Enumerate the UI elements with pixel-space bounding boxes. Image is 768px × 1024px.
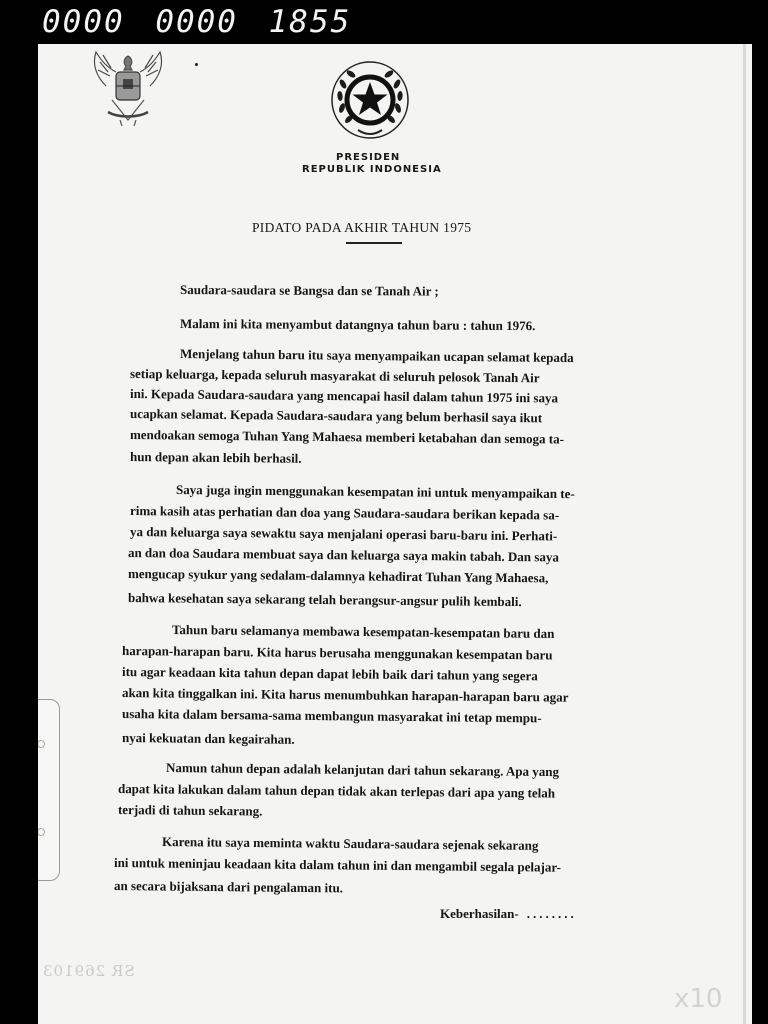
- body-line: ucapkan selamat. Kepada Saudara-saudara yang belum berhasil saya ikut: [129, 406, 543, 426]
- body-line: akan kita tinggalkan ini. Kita harus menumbuhkan harapan-harapan baru agar: [121, 685, 569, 705]
- body-line: nyai kekuatan dan kegairahan.: [121, 730, 295, 747]
- body-line: Malam ini kita menyambut datangnya tahun baru : tahun 1976.: [179, 316, 536, 334]
- body-line: Tahun baru selamanya membawa kesempatan-kesempatan baru dan: [171, 622, 555, 642]
- catchword-text: Keberhasilan-: [440, 906, 519, 921]
- serial-number: SR 269103: [42, 962, 135, 980]
- body-line: dapat kita lakukan dalam tahun depan tidak akan terlepas dari apa yang telah: [117, 781, 556, 801]
- body-line: ini untuk meninjau keadaan kita dalam tahun ini dan mengambil segala pelajar-: [113, 855, 562, 875]
- corner-mark: x10: [674, 984, 723, 1014]
- body-line: setiap keluarga, kepada seluruh masyarakat di seluruh pelosok Tanah Air: [129, 366, 540, 386]
- continuation-catchword: [440, 906, 577, 922]
- body-line: mendoakan semoga Tuhan Yang Mahaesa memberi ketabahan dan semoga ta-: [129, 427, 565, 447]
- catchword-dots: ........: [526, 906, 577, 921]
- body-line: ya dan keluarga saya sewaktu saya menjalani operasi baru-baru ini. Perhati-: [129, 524, 558, 544]
- body-line: usaha kita dalam bersama-sama membangun masyarakat ini tetap mempu-: [121, 706, 542, 726]
- body-line: Menjelang tahun baru itu saya menyampaikan ucapan selamat kepada: [179, 346, 574, 366]
- body-line: bahwa kesehatan saya sekarang telah berangsur-angsur pulih kembali.: [127, 590, 522, 610]
- presidential-seal-icon: [328, 58, 412, 142]
- document-page: PRESIDEN REPUBLIK INDONESIA PIDATO PADA AKHIR TAHUN 1975 Saudara-saudara se Bangsa dan se Tanah Air ; Malam ini kita menyambut datangnya tahun baru : tahun 1976. Menjelang tahun baru itu saya menyampaikan ucapan selamat kepada setiap keluarga, kepada seluruh masyarakat di seluruh pelosok Tanah Air ini. Kepada Saudara-saudara yang mencapai hasil dalam tahun 1975 ini saya ucapkan selamat. Kepada Saudara-saudara yang belum berhasil saya ikut mendoakan semoga Tuhan Yang Mahaesa memberi ketabahan dan semoga ta- hun depan akan lebih berhasil. Saya juga ingin menggunakan kesempatan ini untuk menyampaikan te- rima kasih atas perhatian dan doa yang Saudara-saudara berikan kepada sa- ya dan keluarga saya sewaktu saya menjalani operasi baru-baru ini. Perhati- an dan doa Saudara membuat saya dan keluarga saya makin tabah. Dan saya mengucap syukur yang sedalam-dalamnya kehadirat Tuhan Yang Mahaesa, bahwa kesehatan saya sekarang telah berangsur-angsur pulih kembali. Tahun baru selamanya membawa kesempatan-kesempatan baru dan harapan-harapan baru. Kita harus berusaha menggunakan kesempatan baru itu agar keadaan kita tahun depan dapat lebih baik dari tahun yang segera akan kita tinggalkan ini. Kita harus menumbuhkan harapan-harapan baru agar usaha kita dalam bersama-sama membangun masyarakat ini tetap mempu- nyai kekuatan dan kegairahan. Namun tahun depan adalah kelanjutan dari tahun sekarang. Apa yang dapat kita lakukan dalam tahun depan tidak akan terlepas dari apa yang telah terjadi di tahun sekarang. Karena itu saya meminta waktu Saudara-saudara sejenak sekarang ini untuk meninjau keadaan kita dalam tahun ini dan mengambil segala pelajar- an secara bijaksana dari pengalaman itu. Keberhasilan- ........ SR 269103 x10: [38, 44, 752, 1024]
- body-line: Namun tahun depan adalah kelanjutan dari tahun sekarang. Apa yang: [165, 760, 560, 780]
- body-line: rima kasih atas perhatian dan doa yang Saudara-saudara berikan kepada sa-: [129, 503, 560, 523]
- body-line: itu agar keadaan kita tahun depan dapat lebih baik dari tahun yang segera: [121, 664, 538, 684]
- garuda-emblem-icon: [86, 46, 170, 130]
- binder-tab: [38, 699, 60, 881]
- page-fold: [743, 44, 746, 1024]
- title-underline: [346, 242, 402, 244]
- body-line: an dan doa Saudara membuat saya dan keluarga saya makin tabah. Dan saya: [127, 545, 559, 565]
- document-title: PIDATO PADA AKHIR TAHUN 1975: [252, 220, 472, 235]
- body-line: Saudara-saudara se Bangsa dan se Tanah Air ;: [179, 282, 439, 299]
- body-line: hun depan akan lebih berhasil.: [129, 449, 302, 466]
- body-line: terjadi di tahun sekarang.: [117, 802, 263, 819]
- body-line: Saya juga ingin menggunakan kesempatan ini untuk menyampaikan te-: [175, 482, 575, 502]
- body-line: Karena itu saya meminta waktu Saudara-saudara sejenak sekarang: [161, 834, 539, 853]
- body-line: ini. Kepada Saudara-saudara yang mencapai hasil dalam tahun 1975 ini saya: [129, 386, 559, 406]
- body-line: harapan-harapan baru. Kita harus berusaha menggunakan kesempatan baru: [121, 643, 553, 663]
- body-line: an secara bijaksana dari pengalaman itu.: [113, 878, 344, 896]
- body-line: mengucap syukur yang sedalam-dalamnya kehadirat Tuhan Yang Mahaesa,: [127, 566, 549, 586]
- film-counter: 0000 0000 1855: [42, 4, 352, 40]
